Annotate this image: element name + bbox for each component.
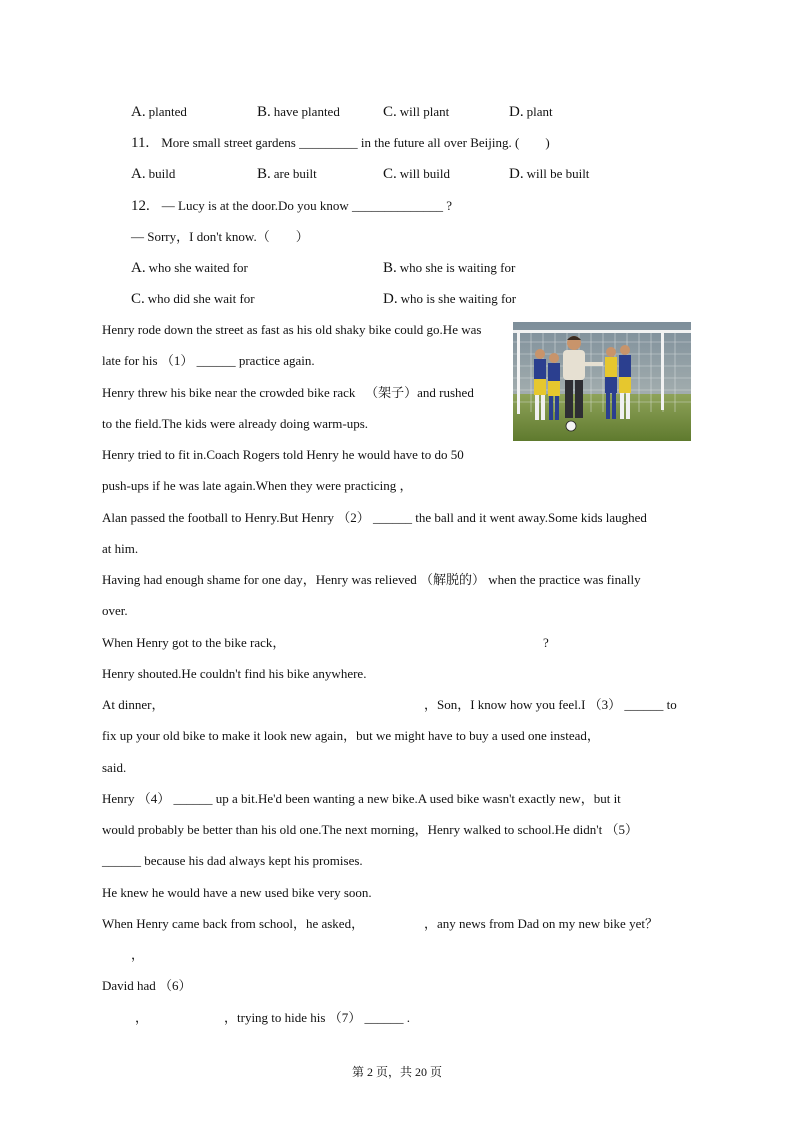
passage-line-4: to the field.The kids were already doing warm-ups. <box>102 416 369 431</box>
passage-line-11: When Henry got to the bike rack， <box>102 635 286 650</box>
passage-line-21: ， <box>131 947 145 962</box>
passage-line-8: at him. <box>102 541 139 556</box>
q11-option-c: C. will build <box>383 166 450 182</box>
passage-line-22: David had （6） <box>102 978 192 993</box>
passage-line-13-rest: ，Son，I know how you feel.I （3） ______ to <box>424 697 677 712</box>
passage-line-12: Henry shouted.He couldn't find his bike anywhere. <box>102 666 367 681</box>
passage-line-1: Henry rode down the street as fast as his old shaky bike could go.He was <box>102 322 482 337</box>
passage-line-6: push-ups if he was late again.When they were practicing ， <box>102 478 413 493</box>
passage-line-20: When Henry came back from school，he asked， <box>102 916 365 931</box>
q10-option-c: C. will plant <box>383 104 450 120</box>
passage-line-23: ， <box>135 1010 149 1025</box>
q11-stem: 11. More small street gardens _________ in the future all over Beijing. ( ) <box>131 135 550 151</box>
q11-option-d: D. will be built <box>509 166 590 182</box>
passage-line-2: late for his （1） ______ practice again. <box>102 353 315 368</box>
passage-line-13: At dinner， <box>102 697 165 712</box>
passage-line-17: would probably be better than his old one.The next morning，Henry walked to school.He didn't （5） <box>102 822 638 837</box>
passage-line-18: ______ because his dad always kept his promises. <box>102 853 363 868</box>
q12-option-a: A. who she waited for <box>131 260 248 276</box>
passage-line-9: Having had enough shame for one day，Henry was relieved （解脱的） when the practice was finally <box>102 572 641 587</box>
q10-option-b: B. have planted <box>257 104 340 120</box>
q12-option-c: C. who did she wait for <box>131 291 255 307</box>
q10-option-a: A. planted <box>131 104 187 120</box>
passage-line-10: over. <box>102 603 128 618</box>
q12-reply: — Sorry，I don't know.（ ） <box>131 229 309 244</box>
page-footer: 第 2 页，共 20 页 <box>351 1065 442 1079</box>
q10-option-d: D. plant <box>509 104 553 120</box>
q11-option-b: B. are built <box>257 166 317 182</box>
passage-line-19: He knew he would have a new used bike very soon. <box>102 885 372 900</box>
q11-option-a: A. build <box>131 166 176 182</box>
q12-option-d: D. who is she waiting for <box>383 291 517 307</box>
q12-option-b: B. who she is waiting for <box>383 260 516 276</box>
passage-line-14: fix up your old bike to make it look new again，but we might have to buy a used one instead， <box>102 728 600 743</box>
q12-stem: 12. — Lucy is at the door.Do you know ______________ ? <box>131 198 453 214</box>
passage-line-7: Alan passed the football to Henry.But Henry （2） ______ the ball and it went away.Some kids laughed <box>102 510 647 525</box>
passage-line-3: Henry threw his bike near the crowded bike rack （架子）and rushed <box>102 385 474 400</box>
passage-line-15: said. <box>102 760 127 775</box>
passage-line-16: Henry （4） ______ up a bit.He'd been wanting a new bike.A used bike wasn't exactly new，but it <box>102 791 621 806</box>
passage-line-20-rest: ，any news from Dad on my new bike yet？ <box>424 916 658 931</box>
passage-question-mark: ? <box>543 635 549 650</box>
passage-line-5: Henry tried to fit in.Coach Rogers told Henry he would have to do 50 <box>102 447 464 462</box>
passage-line-24: ，trying to hide his （7） ______ . <box>224 1010 410 1025</box>
soccer-coach-photo <box>513 322 691 441</box>
